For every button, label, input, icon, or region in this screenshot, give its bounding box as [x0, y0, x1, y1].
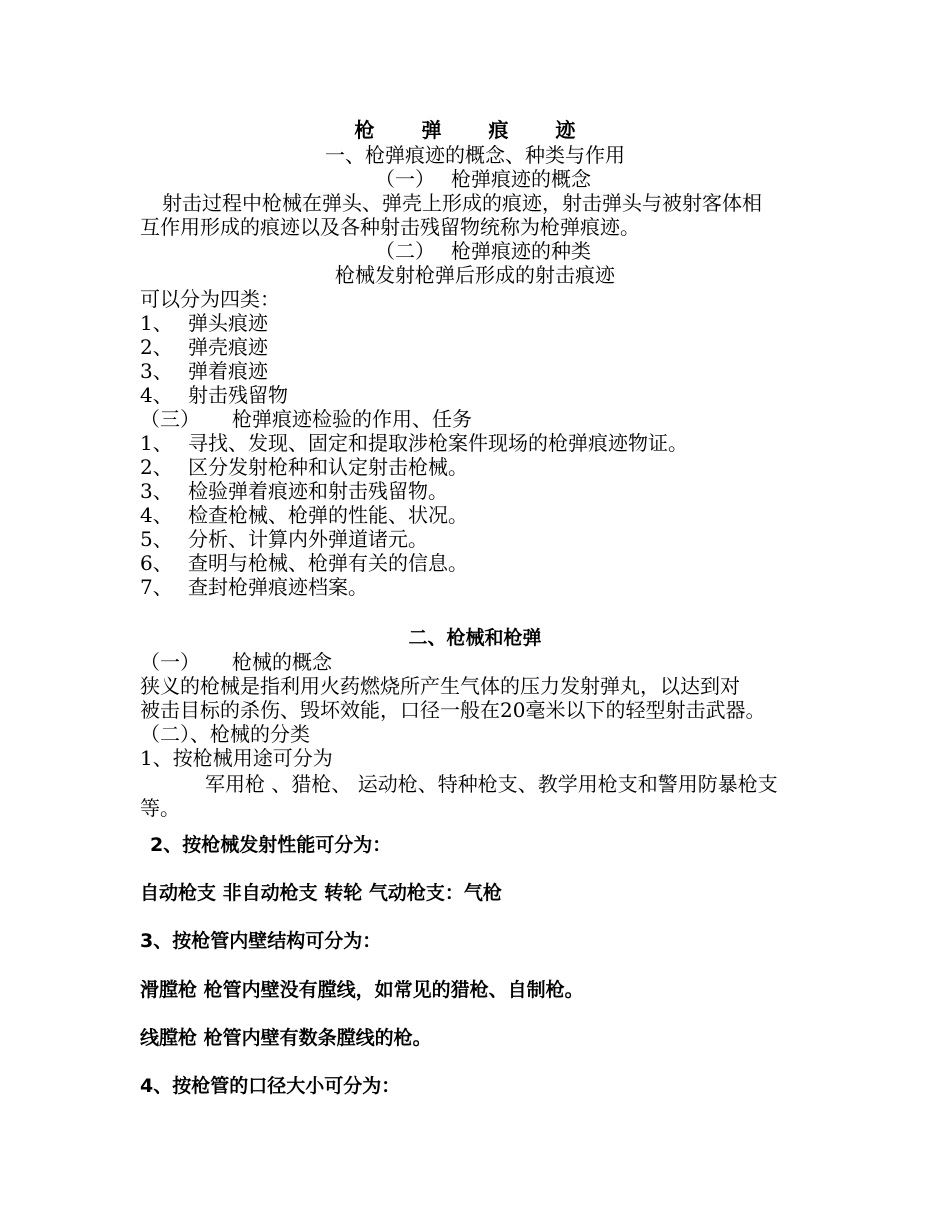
list-item — [140, 455, 820, 479]
bold-heading: 2、按枪械发射性能可分为： — [150, 834, 392, 856]
bold-line: 滑膛枪 枪管内壁没有膛线，如常见的猎枪、自制枪。 — [140, 979, 584, 1001]
list-number: 6、 — [140, 551, 173, 575]
subsection-number: （一） — [140, 650, 200, 674]
list-text: 查封枪弹痕迹档案。 — [188, 575, 368, 599]
bold-line: 自动枪支 非自动枪支 转轮 气动枪支：气枪 — [140, 882, 502, 904]
subsection-heading-1-1 — [140, 167, 810, 191]
document-title: 枪 弹 痕 迹 — [354, 118, 596, 142]
list-text: 弹着痕迹 — [188, 359, 268, 383]
list-number: 7、 — [140, 575, 173, 599]
subsection-text: 枪弹痕迹检验的作用、任务 — [232, 407, 472, 431]
paragraph-line: 可以分为四类： — [140, 287, 280, 311]
list-text: 查明与枪械、枪弹有关的信息。 — [188, 551, 468, 575]
section-heading-1: 一、枪弹痕迹的概念、种类与作用 — [325, 143, 625, 167]
list-text: 弹头痕迹 — [188, 311, 268, 335]
paragraph-line: 互作用形成的痕迹以及各种射击残留物统称为枪弹痕迹。 — [140, 215, 640, 239]
section-heading-2: 二、枪械和枪弹 — [408, 627, 542, 649]
subsection-number: （一） — [375, 167, 435, 191]
subsection-text: 枪械的概念 — [232, 650, 332, 674]
paragraph-line: 射击过程中枪械在弹头、弹壳上形成的痕迹，射击弹头与被射客体相 — [162, 191, 762, 215]
list-item — [140, 431, 820, 455]
list-number: 1、 — [140, 431, 173, 455]
list-text: 检查枪械、枪弹的性能、状况。 — [188, 503, 468, 527]
list-item — [140, 551, 820, 575]
list-number: 5、 — [140, 527, 173, 551]
bold-line: 线膛枪 枪管内壁有数条膛线的枪。 — [140, 1027, 432, 1049]
list-item — [140, 575, 820, 599]
list-text: 区分发射枪种和认定射击枪械。 — [188, 455, 468, 479]
list-number: 2、 — [140, 335, 173, 359]
subsection-heading-2-1 — [140, 650, 820, 674]
list-text: 分析、计算内外弹道诸元。 — [188, 527, 428, 551]
list-number: 3、 — [140, 359, 173, 383]
list-text: 寻找、发现、固定和提取涉枪案件现场的枪弹痕迹物证。 — [188, 431, 688, 455]
subsection-text: 枪弹痕迹的种类 — [451, 239, 591, 263]
paragraph-line: 狭义的枪械是指利用火药燃烧所产生气体的压力发射弹丸，以达到对 — [140, 674, 740, 698]
list-number: 4、 — [140, 503, 173, 527]
paragraph-line: 1、按枪械用途可分为 — [140, 746, 333, 770]
list-text: 射击残留物 — [188, 383, 288, 407]
list-item — [140, 359, 820, 383]
subsection-heading-1-2 — [140, 239, 810, 263]
list-number: 4、 — [140, 383, 173, 407]
subsection-heading-2-2: （二）、枪械的分类 — [140, 722, 310, 746]
list-item — [140, 335, 820, 359]
paragraph-line: 军用枪 、猎枪、 运动枪、特种枪支、教学用枪支和警用防暴枪支 — [205, 772, 778, 796]
centered-line: 枪械发射枪弹后形成的射击痕迹 — [335, 263, 615, 287]
subsection-number: （三） — [140, 407, 200, 431]
list-item — [140, 503, 820, 527]
bold-heading: 3、按枪管内壁结构可分为： — [140, 930, 382, 952]
list-number: 1、 — [140, 311, 173, 335]
subsection-text: 枪弹痕迹的概念 — [451, 167, 591, 191]
list-item — [140, 527, 820, 551]
list-text: 弹壳痕迹 — [188, 335, 268, 359]
list-item — [140, 479, 820, 503]
list-item — [140, 383, 820, 407]
paragraph-line: 被击目标的杀伤、毁坏效能，口径一般在20毫米以下的轻型射击武器。 — [140, 698, 766, 722]
bold-heading: 4、按枪管的口径大小可分为： — [140, 1075, 401, 1097]
paragraph-line: 等。 — [140, 796, 180, 820]
subsection-number: （二） — [375, 239, 435, 263]
subsection-heading-1-3 — [140, 407, 820, 431]
list-number: 2、 — [140, 455, 173, 479]
list-number: 3、 — [140, 479, 173, 503]
list-text: 检验弹着痕迹和射击残留物。 — [188, 479, 448, 503]
list-item — [140, 311, 820, 335]
